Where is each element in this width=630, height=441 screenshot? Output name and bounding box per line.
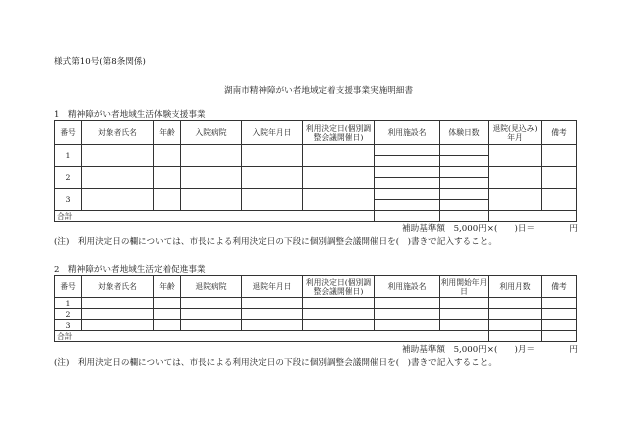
age-cell[interactable]	[154, 189, 181, 211]
table-row	[55, 189, 577, 200]
table-row	[55, 309, 577, 320]
age-cell[interactable]	[154, 298, 181, 309]
s1-header-days: 体験日数	[440, 121, 489, 145]
hospital-cell[interactable]	[181, 298, 242, 309]
discharge-cell[interactable]	[489, 145, 542, 167]
date-cell[interactable]	[242, 189, 303, 211]
decision-date-cell[interactable]	[303, 145, 375, 167]
total-row	[55, 331, 577, 342]
total-facility-cell	[375, 211, 440, 222]
days-cell[interactable]	[440, 200, 489, 211]
total-label: 合計	[55, 331, 489, 342]
name-cell[interactable]	[82, 145, 154, 167]
facility-cell[interactable]	[375, 167, 440, 178]
s1-header-remarks: 備考	[542, 121, 577, 145]
s2-header-number: 番号	[55, 276, 82, 298]
remarks-cell[interactable]	[542, 320, 577, 331]
row-number: 3	[55, 320, 82, 331]
s2-header-hospital: 退院病院	[181, 276, 242, 298]
s2-header-name: 対象者氏名	[82, 276, 154, 298]
date-cell[interactable]	[242, 309, 303, 320]
row-number: 2	[55, 167, 82, 189]
remarks-cell[interactable]	[542, 298, 577, 309]
s2-header-discharge-date: 退院年月日	[242, 276, 303, 298]
start-date-cell[interactable]	[440, 309, 489, 320]
date-cell[interactable]	[242, 167, 303, 189]
hospital-cell[interactable]	[181, 189, 242, 211]
facility-cell[interactable]	[375, 200, 440, 211]
total-days-cell[interactable]	[440, 211, 489, 222]
section2-subsidy: 補助基準額 5,000円×( )月＝ 円	[402, 345, 579, 355]
s1-header-name: 対象者氏名	[82, 121, 154, 145]
row-number: 1	[55, 145, 82, 167]
age-cell[interactable]	[154, 145, 181, 167]
days-cell[interactable]	[440, 178, 489, 189]
section2-note: (注) 利用決定日の欄については、市長による利用決定日の下段に個別調整会議開催日を( )書きで記入すること。	[54, 358, 497, 368]
s2-header-months: 利用月数	[489, 276, 542, 298]
start-date-cell[interactable]	[440, 298, 489, 309]
s2-header-decision-date: 利用決定日(個別調整会議開催日)	[303, 276, 375, 298]
days-cell[interactable]	[440, 167, 489, 178]
name-cell[interactable]	[82, 309, 154, 320]
total-months-cell[interactable]	[489, 331, 542, 342]
facility-cell[interactable]	[375, 156, 440, 167]
section2-table	[54, 275, 577, 342]
s1-header-facility: 利用施設名	[375, 121, 440, 145]
decision-date-cell[interactable]	[303, 189, 375, 211]
name-cell[interactable]	[82, 167, 154, 189]
discharge-cell[interactable]	[489, 189, 542, 211]
date-cell[interactable]	[242, 298, 303, 309]
s1-header-hospital: 入院病院	[181, 121, 242, 145]
age-cell[interactable]	[154, 309, 181, 320]
age-cell[interactable]	[154, 167, 181, 189]
facility-cell[interactable]	[375, 298, 440, 309]
discharge-cell[interactable]	[489, 167, 542, 189]
decision-date-cell[interactable]	[303, 298, 375, 309]
remarks-cell[interactable]	[542, 189, 577, 211]
name-cell[interactable]	[82, 320, 154, 331]
remarks-cell[interactable]	[542, 167, 577, 189]
s2-header-facility: 利用施設名	[375, 276, 440, 298]
decision-date-cell[interactable]	[303, 167, 375, 189]
months-cell[interactable]	[489, 298, 542, 309]
hospital-cell[interactable]	[181, 167, 242, 189]
row-number: 1	[55, 298, 82, 309]
facility-cell[interactable]	[375, 309, 440, 320]
hospital-cell[interactable]	[181, 145, 242, 167]
s2-header-start-date: 利用開始年月日	[440, 277, 488, 296]
days-cell[interactable]	[440, 189, 489, 200]
facility-cell[interactable]	[375, 320, 440, 331]
date-cell[interactable]	[242, 320, 303, 331]
s1-header-discharge: 退院(見込み)年月	[489, 121, 542, 145]
facility-cell[interactable]	[375, 178, 440, 189]
start-date-cell[interactable]	[440, 320, 489, 331]
section2-heading: 2 精神障がい者地域生活定着促進事業	[54, 265, 206, 275]
days-cell[interactable]	[440, 145, 489, 156]
name-cell[interactable]	[82, 189, 154, 211]
total-blank-cell	[542, 331, 577, 342]
s1-header-number: 番号	[55, 121, 82, 145]
table-row	[55, 320, 577, 331]
s1-header-decision-date: 利用決定日(個別調整会議開催日)	[303, 121, 375, 145]
hospital-cell[interactable]	[181, 309, 242, 320]
facility-cell[interactable]	[375, 145, 440, 156]
months-cell[interactable]	[489, 309, 542, 320]
row-number: 3	[55, 189, 82, 211]
form-number: 様式第10号(第8条関係)	[54, 57, 146, 67]
total-row	[55, 211, 577, 222]
s2-header-remarks: 備考	[542, 276, 577, 298]
section1-subsidy: 補助基準額 5,000円×( )日＝ 円	[402, 224, 579, 234]
total-blank-cell	[489, 211, 577, 222]
name-cell[interactable]	[82, 298, 154, 309]
facility-cell[interactable]	[375, 189, 440, 200]
section2-header-row	[55, 276, 577, 298]
section1-heading: 1 精神障がい者地域生活体験支援事業	[54, 110, 206, 120]
s2-header-age: 年齢	[154, 276, 181, 298]
total-label: 合計	[55, 211, 375, 222]
table-row	[55, 167, 577, 178]
table-row	[55, 298, 577, 309]
s1-header-admission-date: 入院年月日	[242, 121, 303, 145]
remarks-cell[interactable]	[542, 309, 577, 320]
hospital-cell[interactable]	[181, 320, 242, 331]
months-cell[interactable]	[489, 320, 542, 331]
page-title: 湖南市精神障がい者地域定着支援事業実施明細書	[224, 86, 414, 96]
decision-date-cell[interactable]	[303, 309, 375, 320]
s1-header-age: 年齢	[154, 121, 181, 145]
section1-note: (注) 利用決定日の欄については、市長による利用決定日の下段に個別調整会議開催日を( )書きで記入すること。	[54, 237, 497, 247]
remarks-cell[interactable]	[542, 145, 577, 167]
days-cell[interactable]	[440, 156, 489, 167]
age-cell[interactable]	[154, 320, 181, 331]
date-cell[interactable]	[242, 145, 303, 167]
row-number: 2	[55, 309, 82, 320]
decision-date-cell[interactable]	[303, 320, 375, 331]
table-row	[55, 145, 577, 156]
section1-table	[54, 120, 577, 222]
section1-header-row	[55, 121, 577, 145]
